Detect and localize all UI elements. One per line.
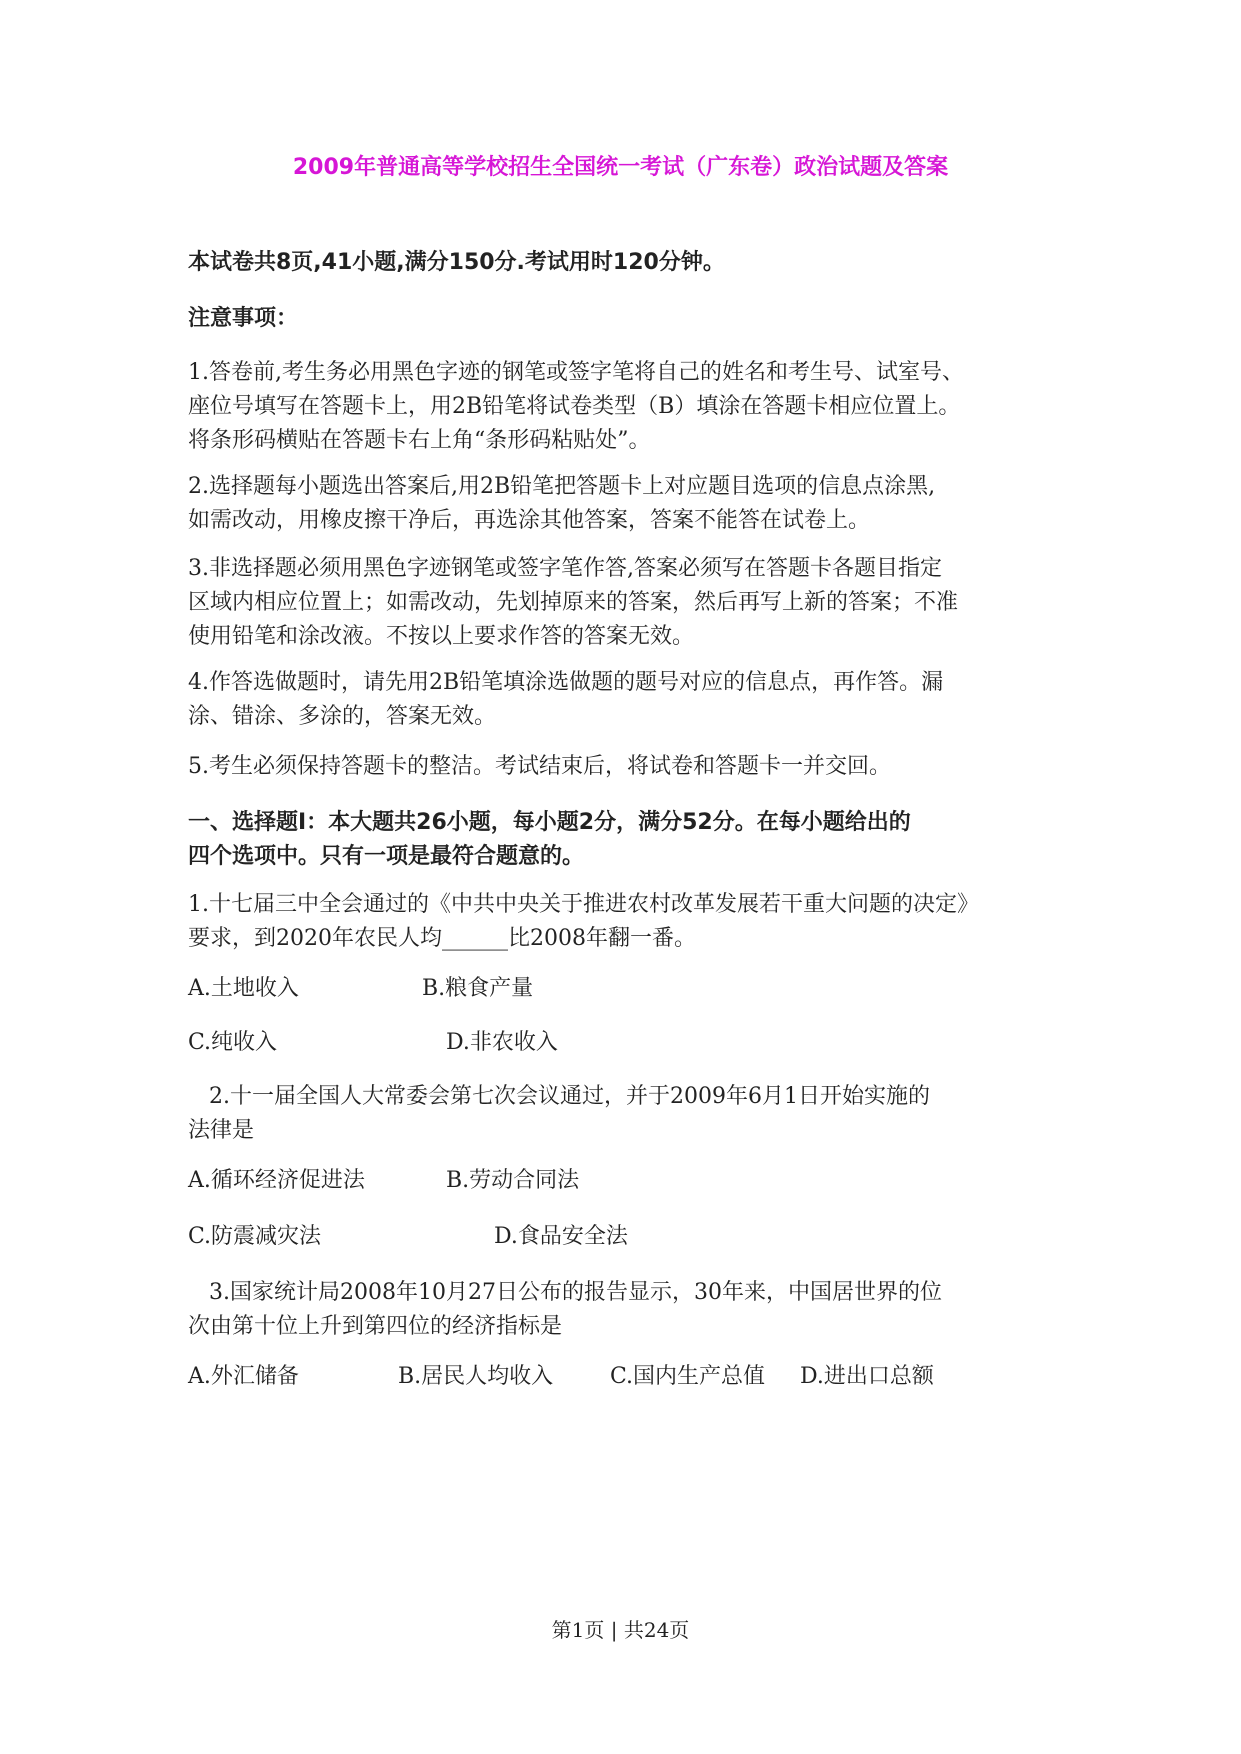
option-d: D.食品安全法: [494, 1224, 628, 1249]
note-line: 区域内相应位置上；如需改动，先划掉原来的答案，然后再写上新的答案；不准: [188, 590, 959, 615]
note-line: 座位号填写在答题卡上，用2B铅笔将试卷类型（B）填涂在答题卡相应位置上。: [188, 394, 961, 419]
option-d: D.进出口总额: [800, 1364, 934, 1389]
option-a: A.循环经济促进法: [188, 1168, 365, 1193]
option-b: B.居民人均收入: [398, 1364, 554, 1389]
note-line: 涂、错涂、多涂的，答案无效。: [188, 704, 497, 729]
note-line: 5.考生必须保持答题卡的整洁。考试结束后，将试卷和答题卡一并交回。: [188, 754, 891, 779]
note-line: 4.作答选做题时，请先用2B铅笔填涂选做题的题号对应的信息点，再作答。漏: [188, 670, 944, 695]
option-b: B.粮食产量: [422, 976, 534, 1001]
option-c: C.纯收入: [188, 1030, 278, 1055]
question-2-stem: [188, 1080, 1068, 1148]
page-footer: 第1页 | 共24页: [551, 1618, 690, 1642]
note-item-5: [188, 750, 1068, 784]
question-line: 次由第十位上升到第四位的经济指标是: [188, 1314, 563, 1339]
notes-heading: 注意事项：: [188, 306, 299, 331]
question-line: 1.十七届三中全会通过的《中共中央关于推进农村改革发展若干重大问题的决定》: [188, 892, 979, 917]
option-b: B.劳动合同法: [446, 1168, 580, 1193]
question-line: 法律是: [188, 1118, 255, 1143]
exam-intro: 本试卷共8页,41小题,满分150分.考试用时120分钟。: [188, 250, 725, 275]
question-line: 2.十一届全国人大常委会第七次会议通过，并于2009年6月1日开始实施的: [188, 1084, 930, 1109]
option-c: C.国内生产总值: [610, 1364, 766, 1389]
note-line: 3.非选择题必须用黑色字迹钢笔或签字笔作答,答案必须写在答题卡各题目指定: [188, 556, 942, 581]
question-1-stem: [188, 888, 1068, 956]
option-a: A.外汇储备: [188, 1364, 299, 1389]
option-a: A.土地收入: [188, 976, 299, 1001]
question-line: 要求，到2020年农民人均______比2008年翻一番。: [188, 926, 696, 951]
section-heading-line: 一、选择题Ⅰ：本大题共26小题，每小题2分，满分52分。在每小题给出的: [188, 810, 911, 835]
section-heading: [188, 806, 1068, 874]
note-item-3: [188, 552, 1068, 654]
document-title: 2009年普通高等学校招生全国统一考试（广东卷）政治试题及答案: [292, 155, 949, 180]
note-line: 将条形码横贴在答题卡右上角“条形码粘贴处”。: [188, 428, 651, 453]
option-d: D.非农收入: [446, 1030, 558, 1055]
note-item-2: [188, 470, 1068, 538]
note-line: 2.选择题每小题选出答案后,用2B铅笔把答题卡上对应题目选项的信息点涂黑,: [188, 474, 936, 499]
question-line: 3.国家统计局2008年10月27日公布的报告显示，30年来，中国居世界的位: [188, 1280, 942, 1305]
option-c: C.防震减灾法: [188, 1224, 322, 1249]
note-line: 如需改动，用橡皮擦干净后，再选涂其他答案，答案不能答在试卷上。: [188, 508, 871, 533]
note-line: 使用铅笔和涂改液。不按以上要求作答的答案无效。: [188, 624, 695, 649]
section-heading-line: 四个选项中。只有一项是最符合题意的。: [188, 844, 585, 869]
question-3-stem: [188, 1276, 1068, 1344]
note-item-1: [188, 356, 1068, 458]
note-line: 1.答卷前,考生务必用黑色字迹的钢笔或签字笔将自己的姓名和考生号、试室号、: [188, 360, 964, 385]
note-item-4: [188, 666, 1068, 734]
